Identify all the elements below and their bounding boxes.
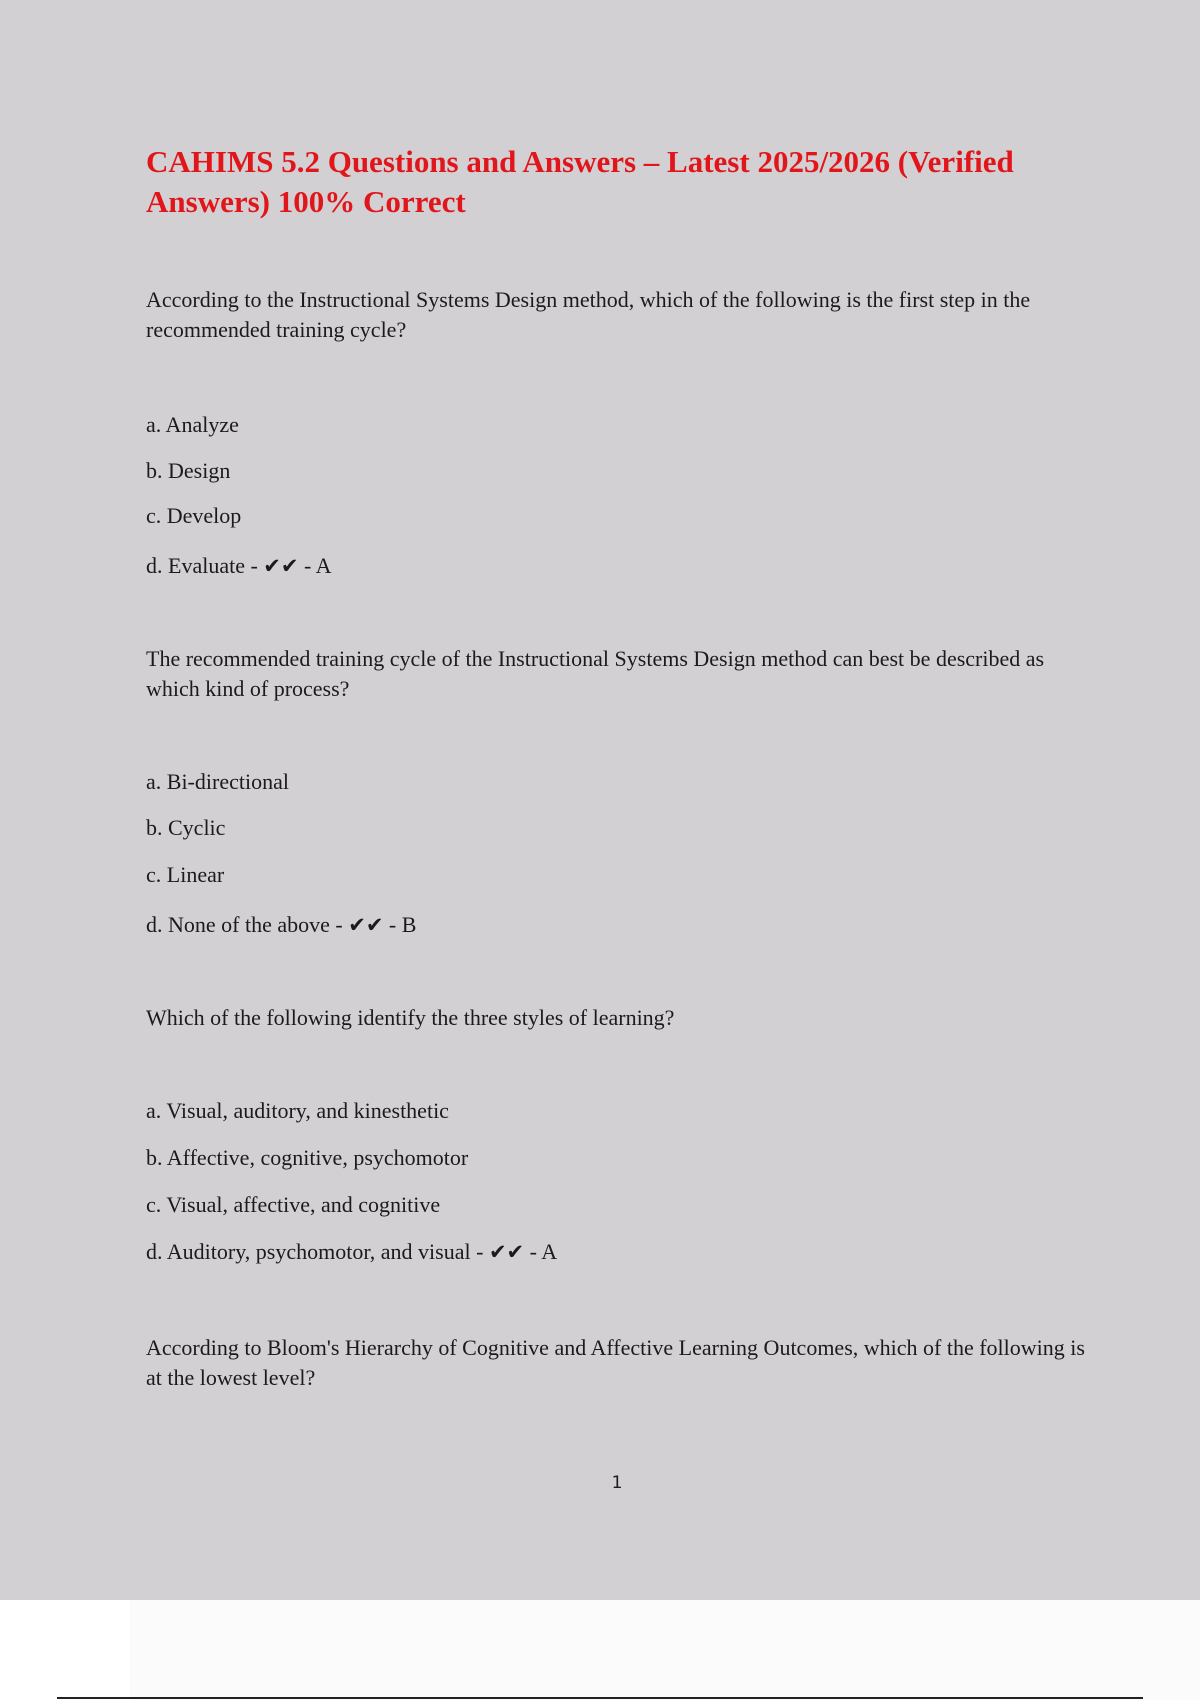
question-1-option-a: a. Analyze xyxy=(146,412,239,437)
question-1-option-d xyxy=(146,551,332,581)
question-1-option-b: b. Design xyxy=(146,458,231,483)
question-3-option-b: b. Affective, cognitive, psychomotor xyxy=(146,1145,469,1170)
check-mark-icon: ✔✔ xyxy=(488,1240,525,1264)
page-number: 1 xyxy=(611,1473,623,1493)
question-1-option-d-text: d. Evaluate - xyxy=(146,553,258,578)
question-3: Which of the following identify the three styles of learning? xyxy=(146,1005,675,1030)
question-1-answer: - A xyxy=(304,553,332,578)
question-2-answer: - B xyxy=(388,912,417,937)
check-mark-icon: ✔✔ xyxy=(348,913,384,937)
question-3-option-d-text: d. Auditory, psychomotor, and visual - xyxy=(146,1239,484,1264)
next-page-preview xyxy=(130,1600,1200,1700)
question-2-option-c: c. Linear xyxy=(146,862,225,887)
check-mark-icon: ✔✔ xyxy=(263,554,299,578)
question-4: According to Bloom's Hierarchy of Cognitive and Affective Learning Outcomes, which of the following is at the lowest level? xyxy=(146,1335,1085,1390)
question-3-option-c: c. Visual, affective, and cognitive xyxy=(146,1192,441,1217)
question-2-option-d-text: d. None of the above - xyxy=(146,912,343,937)
next-page-header-rule xyxy=(57,1697,1143,1699)
document-title: CAHIMS 5.2 Questions and Answers – Latest 2025/2026 (Verified Answers) 100% Correct xyxy=(146,144,1014,219)
question-2-option-a: a. Bi-directional xyxy=(146,769,289,794)
question-1-option-c: c. Develop xyxy=(146,503,242,528)
question-3-option-a: a. Visual, auditory, and kinesthetic xyxy=(146,1098,449,1123)
question-2: The recommended training cycle of the Instructional Systems Design method can best be described as which kind of process? xyxy=(146,646,1045,701)
question-3-answer: - A xyxy=(529,1239,558,1264)
question-2-option-d xyxy=(146,910,416,940)
question-1: According to the Instructional Systems Design method, which of the following is the first step in the recommended training cycle? xyxy=(146,287,1031,342)
question-3-option-d xyxy=(146,1237,557,1267)
question-2-option-b: b. Cyclic xyxy=(146,815,226,840)
